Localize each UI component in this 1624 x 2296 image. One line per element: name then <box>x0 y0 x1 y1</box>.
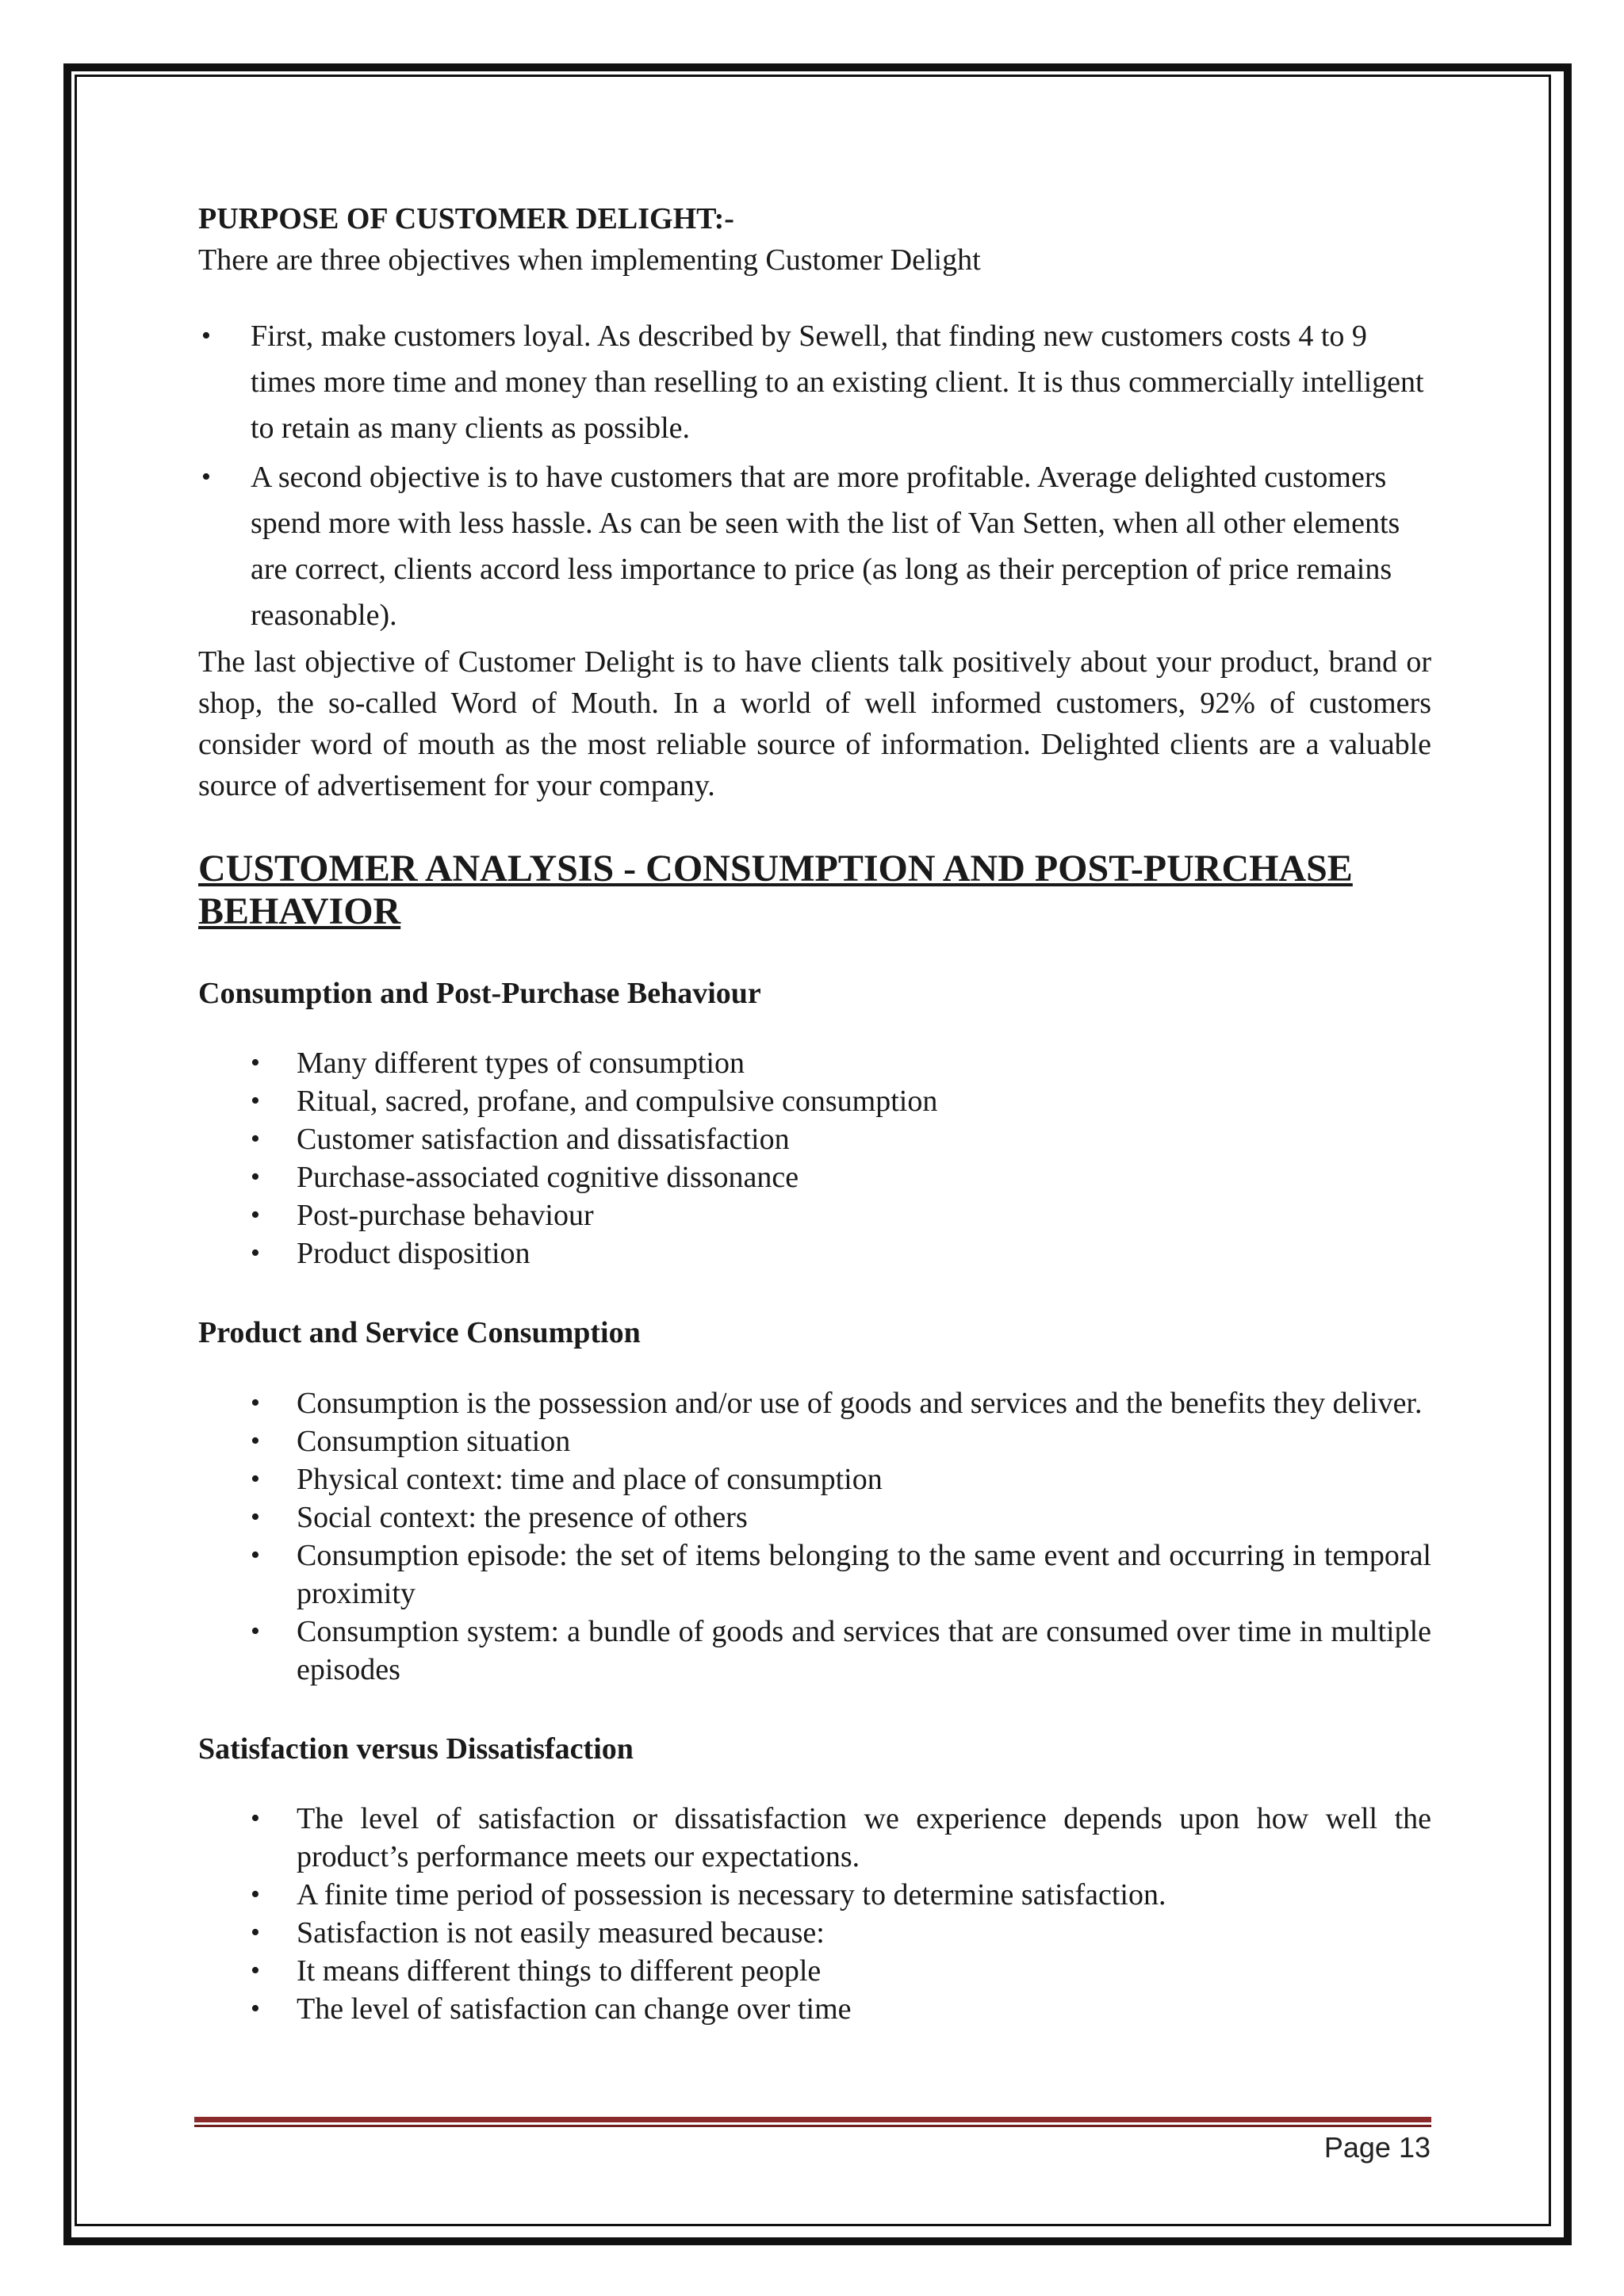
list-item: • Many different types of consumption <box>198 1044 1431 1082</box>
list-item: • Product disposition <box>198 1234 1431 1272</box>
list-item: • It means different things to different people <box>198 1952 1431 1990</box>
list-item: • Satisfaction is not easily measured because: <box>198 1914 1431 1952</box>
bullet-list <box>198 1044 1431 1272</box>
list-item: • Consumption episode: the set of items belonging to the same event and occurring in temporal proximity <box>198 1536 1431 1613</box>
footer-divider-thin <box>194 2125 1431 2127</box>
list-item: • Post-purchase behaviour <box>198 1196 1431 1234</box>
page-content <box>198 198 1431 2068</box>
objective-item: • First, make customers loyal. As described by Sewell, that finding new customers costs 4 to 9 times more time and money than reselling to an existing client. It is thus commercially intelligent to retain as many clients as possible. <box>198 313 1431 451</box>
list-item: • Ritual, sacred, profane, and compulsive consumption <box>198 1082 1431 1120</box>
subsection-title: Consumption and Post-Purchase Behaviour <box>198 976 761 1010</box>
subsection-title: Product and Service Consumption <box>198 1316 641 1350</box>
list-item: • Customer satisfaction and dissatisfaction <box>198 1120 1431 1158</box>
list-item: • A finite time period of possession is necessary to determine satisfaction. <box>198 1876 1431 1914</box>
bullet-list <box>198 1384 1431 1689</box>
subsection-title: Satisfaction versus Dissatisfaction <box>198 1732 634 1766</box>
purpose-intro: There are three objectives when implementing Customer Delight <box>198 243 981 277</box>
section-heading: CUSTOMER ANALYSIS - CONSUMPTION AND POST-PURCHASE BEHAVIOR <box>198 847 1353 932</box>
list-item: • Purchase-associated cognitive dissonance <box>198 1158 1431 1196</box>
footer-divider <box>194 2117 1431 2122</box>
objective-item: • A second objective is to have customers that are more profitable. Average delighted customers spend more with less hassle. As can be seen with the list of Van Setten, when all other elements are correct, clients accord less importance to price (as long as their perception of price remains reasonable). <box>198 454 1431 638</box>
bullet-list <box>198 1800 1431 2028</box>
purpose-heading: PURPOSE OF CUSTOMER DELIGHT:- <box>198 202 734 235</box>
list-item: • Consumption system: a bundle of goods and services that are consumed over time in multiple episodes <box>198 1613 1431 1689</box>
list-item: • Social context: the presence of others <box>198 1498 1431 1536</box>
objectives-list <box>198 313 1431 638</box>
list-item: • Physical context: time and place of consumption <box>198 1460 1431 1498</box>
list-item: • The level of satisfaction or dissatisfaction we experience depends upon how well the product’s performance meets our expectations. <box>198 1800 1431 1876</box>
list-item: • Consumption is the possession and/or use of goods and services and the benefits they deliver. <box>198 1384 1431 1422</box>
list-item: • Consumption situation <box>198 1422 1431 1460</box>
list-item: • The level of satisfaction can change over time <box>198 1990 1431 2028</box>
closing-paragraph: The last objective of Customer Delight is to have clients talk positively about your product, brand or shop, the so-called Word of Mouth. In a world of well informed customers, 92% of customers consider word of mouth as the most reliable source of information. Delighted clients are a valuable source of advertisement for your company. <box>198 645 1431 802</box>
page-number: Page 13 <box>1323 2131 1431 2164</box>
